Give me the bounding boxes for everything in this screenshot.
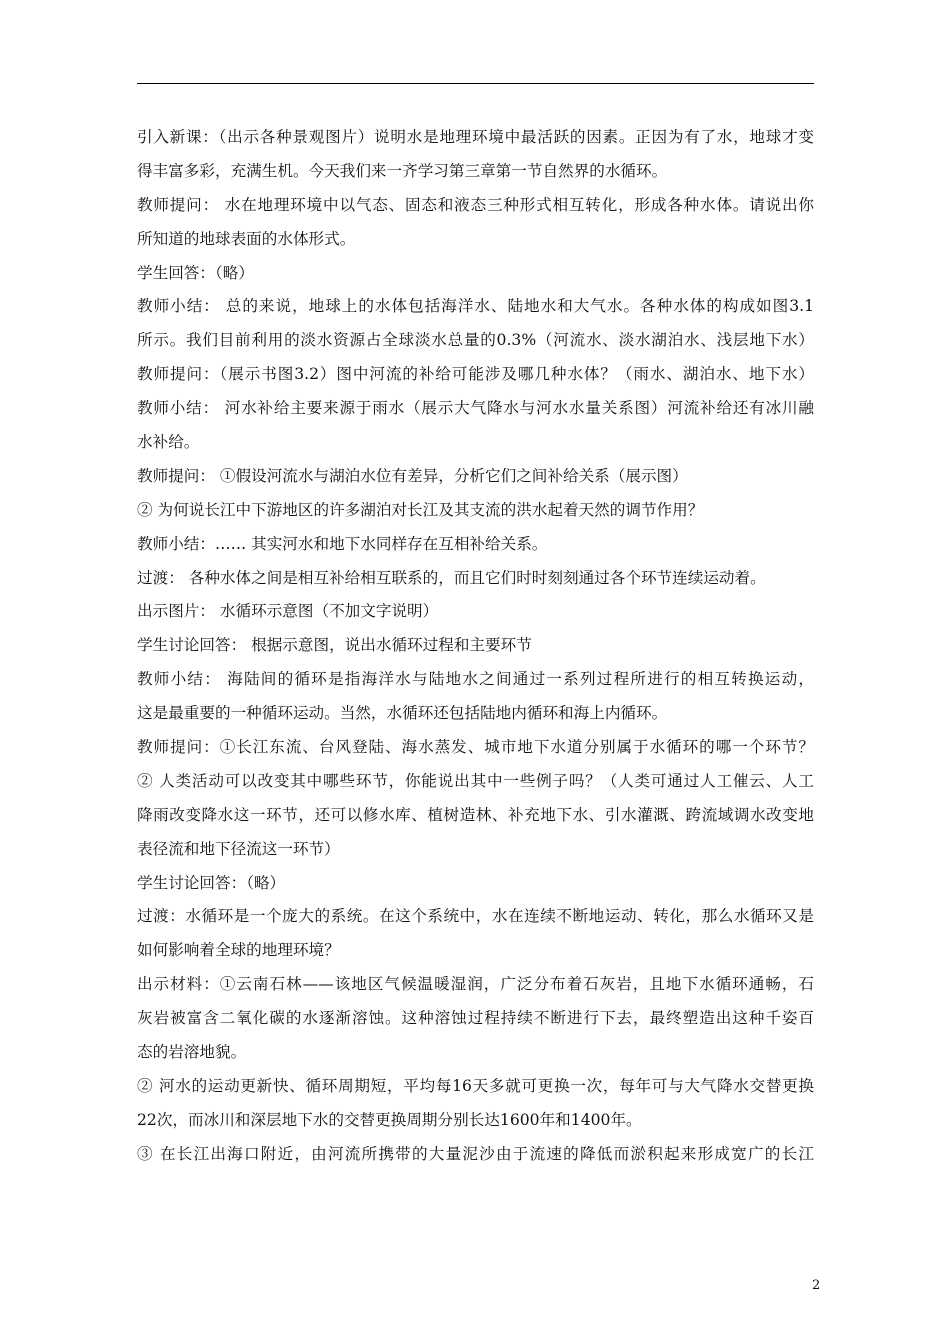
text-line: 教师提问： 水在地理环境中以气态、固态和液态三种形式相互转化，形成各种水体。请说出你 [137, 195, 814, 214]
text-line: 态的岩溶地貌。 [137, 1043, 247, 1062]
text-line: 学生讨论回答：（略） [137, 873, 286, 892]
text-line: 水补给。 [137, 433, 200, 452]
text-line: ③ 在长江出海口附近，由河流所携带的大量泥沙由于流速的降低而淤积起来形成宽广的长江 [137, 1144, 814, 1163]
text-line: ② 人类活动可以改变其中哪些环节，你能说出其中一些例子吗？（人类可通过人工催云、人工 [137, 771, 814, 790]
text-line: 教师小结：…… 其实河水和地下水同样存在互相补给关系。 [137, 534, 548, 553]
text-line: 灰岩被富含二氧化碳的水逐渐溶蚀。这种溶蚀过程持续不断进行下去，最终塑造出这种千姿百 [137, 1009, 814, 1028]
text-line: 引入新课：（出示各种景观图片）说明水是地理环境中最活跃的因素。正因为有了水，地球才变 [137, 128, 814, 146]
text-line: 教师小结： 海陆间的循环是指海洋水与陆地水之间通过一系列过程所进行的相互转换运动， [137, 670, 814, 689]
text-line: 教师小结： 河水补给主要来源于雨水（展示大气降水与河水水量关系图）河流补给还有冰川融 [137, 399, 814, 418]
text-line: 所示。我们目前利用的淡水资源占全球淡水总量的0.3%（河流水、淡水湖泊水、浅层地下水） [137, 331, 814, 350]
text-line: ② 河水的运动更新快、循环周期短，平均每16天多就可更换一次，每年可与大气降水交替更换 [137, 1076, 814, 1095]
page-number: 2 [812, 1278, 821, 1293]
text-line: 出示图片： 水循环示意图（不加文字说明） [137, 602, 439, 621]
text-line: 学生讨论回答： 根据示意图，说出水循环过程和主要环节 [137, 636, 532, 655]
text-line: 表径流和地下径流这一环节） [137, 839, 340, 858]
text-line: 教师提问：①长江东流、台风登陆、海水蒸发、城市地下水道分别属于水循环的哪一个环节？ [137, 738, 814, 757]
text-line: 22次，而冰川和深层地下水的交替更换周期分别长达1600年和1400年。 [137, 1110, 642, 1129]
text-line: 学生回答：（略） [137, 263, 254, 282]
text-line: 过渡：水循环是一个庞大的系统。在这个系统中，水在连续不断地运动、转化，那么水循环又是 [137, 907, 814, 926]
header-rule [137, 83, 814, 84]
text-line: 降雨改变降水这一环节，还可以修水库、植树造林、补充地下水、引水灌溉、跨流域调水改变地 [137, 805, 814, 824]
text-line: 教师提问：（展示书图3.2）图中河流的补给可能涉及哪几种水体？（雨水、湖泊水、地下水） [137, 365, 814, 384]
text-line: ② 为何说长江中下游地区的许多湖泊对长江及其支流的洪水起着天然的调节作用？ [137, 500, 704, 519]
document-body [137, 121, 814, 1172]
text-line: 教师提问： ①假设河流水与湖泊水位有差异，分析它们之间补给关系（展示图） [137, 466, 688, 485]
text-line: 教师小结： 总的来说，地球上的水体包括海洋水、陆地水和大气水。各种水体的构成如图3.1 [137, 297, 814, 316]
text-line: 这是最重要的一种循环运动。当然，水循环还包括陆地内循环和海上内循环。 [137, 704, 668, 723]
text-line: 如何影响着全球的地理环境？ [137, 941, 340, 960]
text-line: 过渡： 各种水体之间是相互补给相互联系的，而且它们时时刻刻通过各个环节连续运动着。 [137, 568, 766, 587]
text-line: 出示材料：①云南石林——该地区气候温暖湿润，广泛分布着石灰岩，且地下水循环通畅，石 [137, 975, 814, 994]
text-line: 得丰富多彩，充满生机。今天我们来一齐学习第三章第一节自然界的水循环。 [137, 161, 668, 180]
text-line: 所知道的地球表面的水体形式。 [137, 229, 356, 248]
